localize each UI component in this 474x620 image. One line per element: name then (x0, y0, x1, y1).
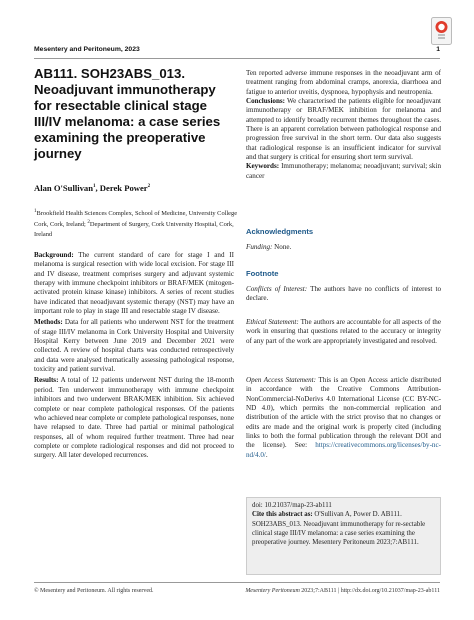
funding-label: Funding: (246, 243, 273, 251)
article-title: AB111. SOH23ABS_013. Neoadjuvant immunotherapy for resectable clinical stage III/IV melanoma: a case series examining the preoperative journey (34, 66, 221, 161)
author-name: Derek Power (99, 183, 148, 193)
affiliation-marker: 2 (87, 220, 90, 226)
footnote-heading: Footnote (246, 269, 279, 278)
footer-journal: Mesentery Peritoneum (245, 588, 300, 594)
citation-box (246, 497, 441, 575)
affiliations (34, 207, 240, 239)
abstract-background (34, 251, 234, 316)
author-name: Alan O'Sullivan (34, 183, 93, 193)
author-affiliation-marker: 2 (147, 184, 151, 190)
conflicts-statement (246, 285, 441, 304)
ethical-statement (246, 318, 441, 346)
background-text: The current standard of care for stage I and II melanoma is surgical resection with wide local excision. For stage III and IV disease, treatment comprises surgery and adjuvant systemic therapy with immune checkpoint inhibitors or BRAF/MEK (mitogen-activated protein kinase kinase) inhibitors. A series of recent studies have indicated that neoadjuvant systemic therapy (NST) may have an important role to play in stage III and resectable stage IV disease. (34, 251, 234, 316)
copyright-notice: © Mesentery and Peritoneum. All rights reserved. (34, 588, 154, 594)
conclusions-text: We characterised the patients eligible for neoadjuvant immunotherapy or BRAF/MEK inhibition for melanoma and attempted to identify broadly recurrent themes throughout the cases. There is an apparent correlation between pathological response and progression free survival in the short term. Our data also suggests that radiological response is an insufficient indicator for survival and that surgery is critical for ensuring short term survival. (246, 97, 441, 162)
footer-rule (34, 582, 440, 583)
cite-as (252, 510, 435, 547)
open-access-end: . (265, 450, 268, 459)
abstract-left-column (34, 251, 234, 461)
open-access-statement (246, 376, 441, 460)
doi-text[interactable]: doi: 10.21037/map-23-ab111 (252, 502, 332, 509)
affiliation-marker: 1 (34, 209, 37, 214)
results-text: A total of 12 patients underwent NST during the 18-month period. Ten underwent immunotherapy with immune checkpoint inhibitors and two underwent BRAK/MEK inhibition. Six achieved complete or near complete pathological responses. Of the patients who achieved near complete or complete pathological responses, none have relapsed to date. Three had partial or minimal pathological responses, all of whom required further treatment. Three had near complete or complete radiological responses and did not proceed to surgery. All later developed recurrences. (34, 376, 234, 460)
author-affiliation-marker: 1 (93, 184, 96, 190)
open-access-text: This is an Open Access article distributed in accordance with the Creative Commons Attribution-NonCommercial-NoDerivs 4.0 International License (CC BY-NC-ND 4.0), which permits the non-commercial replication and distribution of the article with the strict proviso that no changes or edits are made and the original work is properly cited (including links to both the formal publication through the relevant DOI and the license). See: (246, 376, 442, 450)
abstract-conclusions (246, 97, 441, 162)
open-access-label: Open Access Statement: (246, 376, 317, 384)
affiliation-text: Brookfield Health Sciences Complex, School of Medicine, University College Cork, Cork, Ireland; (34, 210, 238, 229)
results-label: Results: (34, 376, 59, 385)
abstract-results (34, 376, 234, 460)
page-number: 1 (436, 46, 440, 53)
funding-statement (246, 243, 441, 252)
ethical-label: Ethical Statement: (246, 318, 299, 326)
keywords-text: Immunotherapy; melanoma; neoadjuvant; survival; skin cancer (246, 162, 441, 180)
header-rule (34, 58, 440, 59)
check-for-updates-badge[interactable] (431, 17, 452, 45)
abstract-keywords (246, 162, 441, 181)
author-separator: , (95, 183, 100, 193)
background-label: Background: (34, 251, 74, 259)
results-continued: Ten reported adverse immune responses in the neoadjuvant arm of treatment ranging from abdominal cramps, anorexia, diarrhoea and fatigue to anterior uveitis, dyspnoea, hypophysis and neutropenia. (246, 69, 441, 96)
methods-text: Data for all patients who underwent NST for the treatment of stage III/IV melanoma in Cork University Hospital and University Hospital Kerry between June 2019 and December 2021 were collected. A review of hospital charts was conducted retrospectively and data were analysed thematically assessing pathological response, toxicity and patient survival. (34, 318, 234, 374)
author-list (34, 183, 150, 193)
abstract-right-column (246, 69, 441, 181)
conclusions-label: Conclusions: (246, 97, 286, 106)
acknowledgments-heading: Acknowledgments (246, 227, 314, 236)
license-link[interactable]: https://creativecommons.org/licenses/by-nc-nd/4.0/ (246, 441, 441, 459)
conflicts-text: The authors have no conflicts of interest to declare. (246, 285, 441, 303)
abstract-methods (34, 318, 234, 374)
conflicts-label: Conflicts of Interest: (246, 285, 308, 293)
ethical-text: The authors are accountable for all aspects of the work in ensuring that questions related to the accuracy or integrity of any part of the work are appropriately investigated and resolved. (246, 318, 441, 345)
keywords-label: Keywords: (246, 162, 280, 171)
affiliation-text: Department of Surgery, Cork University Hospital, Cork, Ireland (34, 221, 234, 238)
funding-text: None. (272, 243, 292, 251)
cite-label: Cite this abstract as: (252, 511, 313, 519)
footer-citation (245, 588, 440, 594)
methods-label: Methods: (34, 318, 63, 327)
cite-text: O'Sullivan A, Power D. AB111. SOH23ABS_013. Neoadjuvant immunotherapy for re-sectable clinical stage III/IV melanoma: a case series examining the preoperative journey. Mesentery Peritoneum 2023;7:AB111. (252, 511, 426, 547)
journal-header: Mesentery and Peritoneum, 2023 (34, 46, 140, 53)
footer-doi[interactable]: 2023;7:AB111 | http://dx.doi.org/10.21037/map-23-ab111 (299, 588, 440, 594)
bookmark-icon (431, 17, 452, 45)
